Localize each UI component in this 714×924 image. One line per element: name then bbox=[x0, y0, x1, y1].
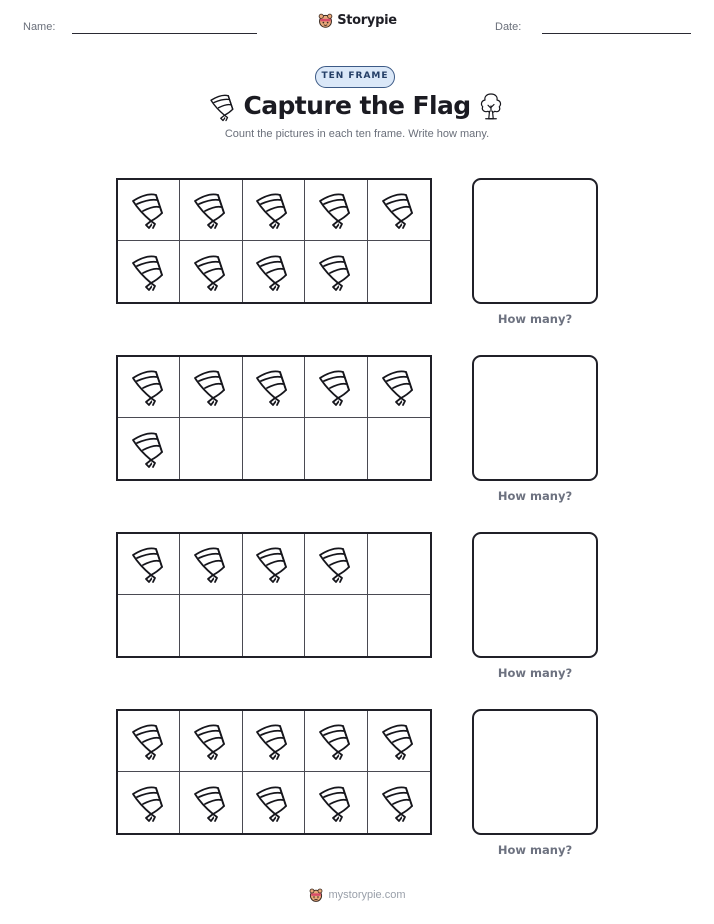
bandana-flag-icon bbox=[316, 367, 356, 407]
bandana-flag-icon bbox=[191, 783, 231, 823]
storypie-mascot-icon bbox=[317, 12, 334, 29]
ten-frame-cell bbox=[118, 357, 180, 418]
ten-frame-cell bbox=[368, 180, 430, 241]
bandana-flag-icon bbox=[316, 252, 356, 292]
ten-frame-cell bbox=[305, 534, 367, 595]
answer-box-2[interactable] bbox=[472, 355, 598, 481]
bandana-flag-icon bbox=[253, 783, 293, 823]
answer-box-1[interactable] bbox=[472, 178, 598, 304]
ten-frame-cell bbox=[368, 534, 430, 595]
ten-frame-cell bbox=[305, 418, 367, 479]
bandana-flag-icon bbox=[253, 252, 293, 292]
bandana-flag-icon bbox=[253, 721, 293, 761]
ten-frame-cell bbox=[118, 180, 180, 241]
bandana-flag-icon bbox=[129, 429, 169, 469]
ten-frame-cell bbox=[305, 711, 367, 772]
ten-frame-cell bbox=[305, 357, 367, 418]
bandana-flag-icon bbox=[316, 783, 356, 823]
ten-frame-cell bbox=[305, 772, 367, 833]
brand-name: Storypie bbox=[337, 13, 397, 28]
ten-frame-cell bbox=[118, 711, 180, 772]
ten-frame-cell bbox=[118, 418, 180, 479]
ten-frame-cell bbox=[180, 534, 242, 595]
tree-icon bbox=[476, 90, 506, 122]
ten-frame-cell bbox=[118, 534, 180, 595]
ten-frame-badge: TEN FRAME bbox=[315, 66, 395, 88]
date-label: Date: bbox=[495, 21, 522, 33]
how-many-label-1: How many? bbox=[497, 312, 573, 326]
ten-frame-cell bbox=[243, 357, 305, 418]
name-label: Name: bbox=[23, 21, 56, 33]
bandana-flag-icon bbox=[191, 721, 231, 761]
ten-frame-cell bbox=[243, 595, 305, 656]
page-title: Capture the Flag bbox=[243, 91, 471, 120]
bandana-flag-icon bbox=[316, 544, 356, 584]
bandana-flag-icon bbox=[191, 252, 231, 292]
ten-frame-cell bbox=[243, 418, 305, 479]
bandana-flag-icon bbox=[129, 721, 169, 761]
how-many-label-3: How many? bbox=[497, 666, 573, 680]
ten-frame-cell bbox=[180, 711, 242, 772]
bandana-flag-icon bbox=[316, 721, 356, 761]
bandana-flag-icon bbox=[191, 190, 231, 230]
footer-url[interactable]: mystorypie.com bbox=[328, 889, 406, 901]
instructions: Count the pictures in each ten frame. Write how many. bbox=[224, 128, 490, 140]
bandana-flag-icon bbox=[253, 544, 293, 584]
ten-frame-4 bbox=[116, 709, 432, 835]
ten-frame-cell bbox=[180, 418, 242, 479]
bandana-flag-icon bbox=[191, 544, 231, 584]
ten-frame-cell bbox=[305, 241, 367, 302]
name-line[interactable] bbox=[72, 33, 257, 34]
bandana-flag-icon bbox=[379, 190, 419, 230]
bandana-flag-icon bbox=[253, 367, 293, 407]
ten-frame-cell bbox=[118, 595, 180, 656]
ten-frame-cell bbox=[180, 180, 242, 241]
ten-frame-cell bbox=[368, 772, 430, 833]
ten-frame-cell bbox=[305, 180, 367, 241]
bandana-flag-icon bbox=[379, 721, 419, 761]
bandana-flag-icon bbox=[129, 252, 169, 292]
ten-frame-1 bbox=[116, 178, 432, 304]
ten-frame-cell bbox=[368, 241, 430, 302]
ten-frame-cell bbox=[243, 711, 305, 772]
ten-frame-cell bbox=[180, 772, 242, 833]
ten-frame-cell bbox=[368, 357, 430, 418]
storypie-mascot-icon bbox=[308, 887, 324, 903]
bandana-flag-icon bbox=[129, 367, 169, 407]
ten-frame-cell bbox=[243, 180, 305, 241]
ten-frame-3 bbox=[116, 532, 432, 658]
how-many-label-2: How many? bbox=[497, 489, 573, 503]
ten-frame-cell bbox=[243, 534, 305, 595]
ten-frame-cell bbox=[118, 241, 180, 302]
answer-box-4[interactable] bbox=[472, 709, 598, 835]
ten-frame-cell bbox=[180, 241, 242, 302]
ten-frame-cell bbox=[243, 241, 305, 302]
footer bbox=[0, 887, 714, 903]
ten-frame-cell bbox=[118, 772, 180, 833]
ten-frame-cell bbox=[180, 357, 242, 418]
bandana-flag-icon bbox=[379, 783, 419, 823]
how-many-label-4: How many? bbox=[497, 843, 573, 857]
bandana-flag-icon bbox=[191, 367, 231, 407]
ten-frame-cell bbox=[368, 711, 430, 772]
bandana-flag-icon bbox=[379, 367, 419, 407]
bandana-flag-icon bbox=[253, 190, 293, 230]
bandana-flag-icon bbox=[129, 190, 169, 230]
bandana-flag-icon bbox=[129, 544, 169, 584]
answer-box-3[interactable] bbox=[472, 532, 598, 658]
bandana-flag-icon bbox=[316, 190, 356, 230]
ten-frame-cell bbox=[243, 772, 305, 833]
ten-frame-2 bbox=[116, 355, 432, 481]
ten-frame-cell bbox=[368, 418, 430, 479]
ten-frame-cell bbox=[305, 595, 367, 656]
date-line[interactable] bbox=[542, 33, 691, 34]
ten-frame-cell bbox=[180, 595, 242, 656]
ten-frame-cell bbox=[368, 595, 430, 656]
bandana-flag-icon bbox=[129, 783, 169, 823]
brand-logo bbox=[0, 12, 714, 29]
